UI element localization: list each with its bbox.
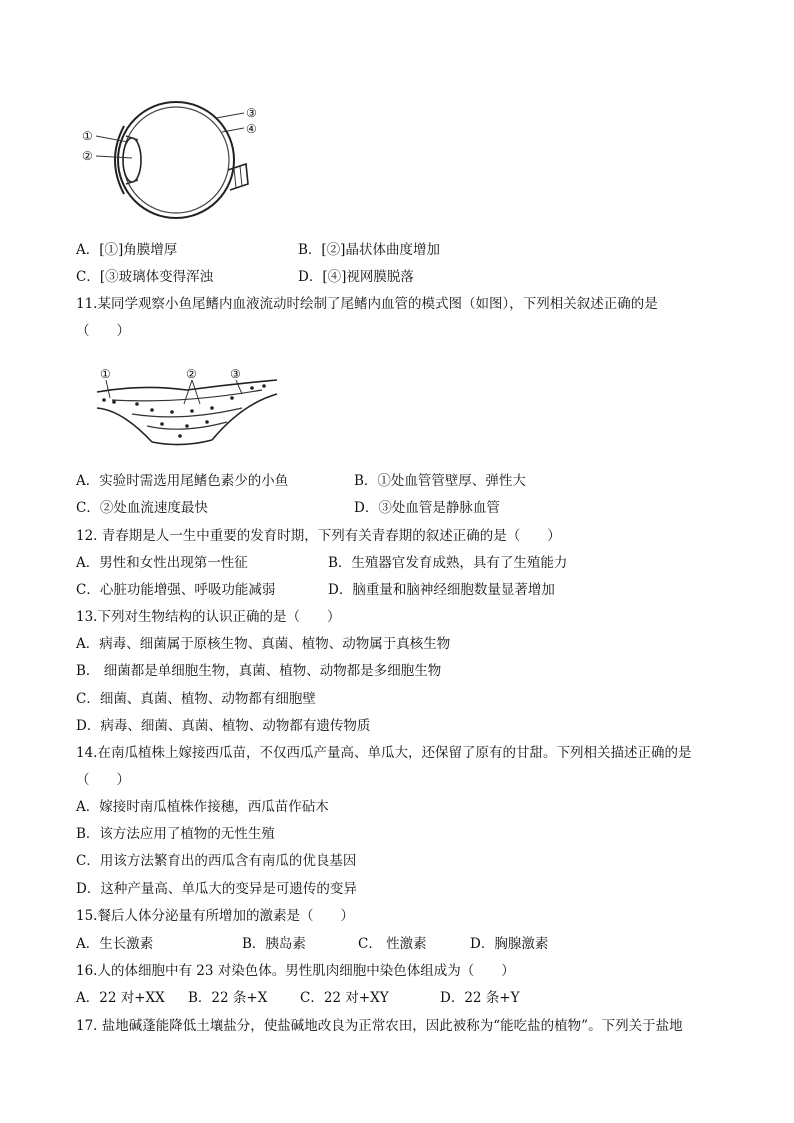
q10-option-a: A．[①]角膜增厚: [76, 242, 178, 258]
q15-option-d: D．胸腺激素: [470, 936, 549, 952]
eye-label-1: ①: [82, 129, 93, 143]
q15-option-b: B．胰岛素: [242, 936, 306, 952]
fin-label-3: ③: [230, 367, 241, 381]
vessel-upper-band: [97, 380, 277, 392]
lens: [123, 138, 141, 182]
q14-stem-line2: （ ）: [76, 772, 130, 788]
eye-label-4: ④: [246, 122, 257, 136]
q14-option-a: A．嫁接时南瓜植株作接穗，西瓜苗作砧木: [76, 799, 329, 815]
q12-stem: 12. 青春期是人一生中重要的发育时期，下列有关青春期的叙述正确的是（ ）: [76, 528, 561, 544]
fin-vessel-diagram: [92, 364, 282, 454]
eye-label-2: ②: [82, 149, 93, 163]
q10-option-b: B．[②]晶状体曲度增加: [298, 242, 440, 258]
q14-stem-line1: 14.在南瓜植株上嫁接西瓜苗，不仅西瓜产量高、单瓜大，还保留了原有的甘甜。下列相关描述正确的是: [76, 745, 692, 761]
q11-option-a: A．实验时需选用尾鳍色素少的小鱼: [76, 473, 289, 489]
q12-option-c: C．心脏功能增强、呼吸功能减弱: [76, 582, 276, 598]
q16-stem: 16.人的体细胞中有 23 对染色体。男性肌肉细胞中染色体组成为（ ）: [76, 963, 515, 979]
q15-stem: 15.餐后人体分泌量有所增加的激素是（ ）: [76, 908, 354, 924]
q11-stem-line1: 11.某同学观察小鱼尾鳍内血液流动时绘制了尾鳍内血管的模式图（如图），下列相关叙述正确的是: [76, 296, 658, 312]
q11-option-d: D．③处血管是静脉血管: [354, 500, 500, 516]
q14-option-b: B．该方法应用了植物的无性生殖: [76, 826, 275, 842]
q15-option-a: A．生长激素: [76, 936, 154, 952]
q13-stem: 13.下列对生物结构的认识正确的是（ ）: [76, 609, 341, 625]
q13-option-a: A．病毒、细菌属于原核生物、真菌、植物、动物属于真核生物: [76, 636, 451, 652]
q11-option-b: B．①处血管管壁厚、弹性大: [354, 473, 526, 489]
q12-option-b: B．生殖器官发育成熟，具有了生殖能力: [328, 555, 568, 571]
q10-option-c: C．[③玻璃体变得浑浊: [76, 269, 214, 285]
q10-option-d: D．[④]视网膜脱落: [298, 269, 414, 285]
vessel-lower-right: [212, 394, 277, 440]
q15-option-c: C． 性激素: [358, 936, 427, 952]
eye-diagram: [76, 98, 276, 228]
fin-label-2: ②: [186, 367, 197, 381]
eyeball-inner: [123, 107, 229, 213]
q11-option-c: C．②处血流速度最快: [76, 500, 208, 516]
q13-option-d: D．病毒、细菌、真菌、植物、动物都有遗传物质: [76, 718, 371, 734]
eye-label-3: ③: [246, 106, 257, 120]
q16-option-c: C．22 对+XY: [300, 990, 389, 1006]
q13-option-c: C．细菌、真菌、植物、动物都有细胞壁: [76, 691, 316, 707]
q14-option-c: C．用该方法繁育出的西瓜含有南瓜的优良基因: [76, 853, 357, 869]
q17-stem-line1: 17. 盐地碱蓬能降低土壤盐分，使盐碱地改良为正常农田，因此被称为“能吃盐的植物”。下列关于盐地: [76, 1018, 683, 1034]
vessel-lower-left: [97, 408, 152, 442]
q16-option-a: A．22 对+XX: [76, 990, 165, 1006]
q16-option-d: D．22 条+Y: [440, 990, 520, 1006]
q14-option-d: D．这种产量高、单瓜大的变异是可遗传的变异: [76, 881, 357, 897]
q13-option-b: B． 细菌都是单细胞生物，真菌、植物、动物都是多细胞生物: [76, 663, 442, 679]
q12-option-d: D．脑重量和脑神经细胞数量显著增加: [328, 582, 555, 598]
fin-label-1: ①: [100, 367, 111, 381]
eyeball-outline: [118, 102, 234, 218]
q11-stem-line2: （ ）: [76, 323, 130, 339]
q16-option-b: B．22 条+X: [188, 990, 268, 1006]
q12-option-a: A．男性和女性出现第一性征: [76, 555, 248, 571]
